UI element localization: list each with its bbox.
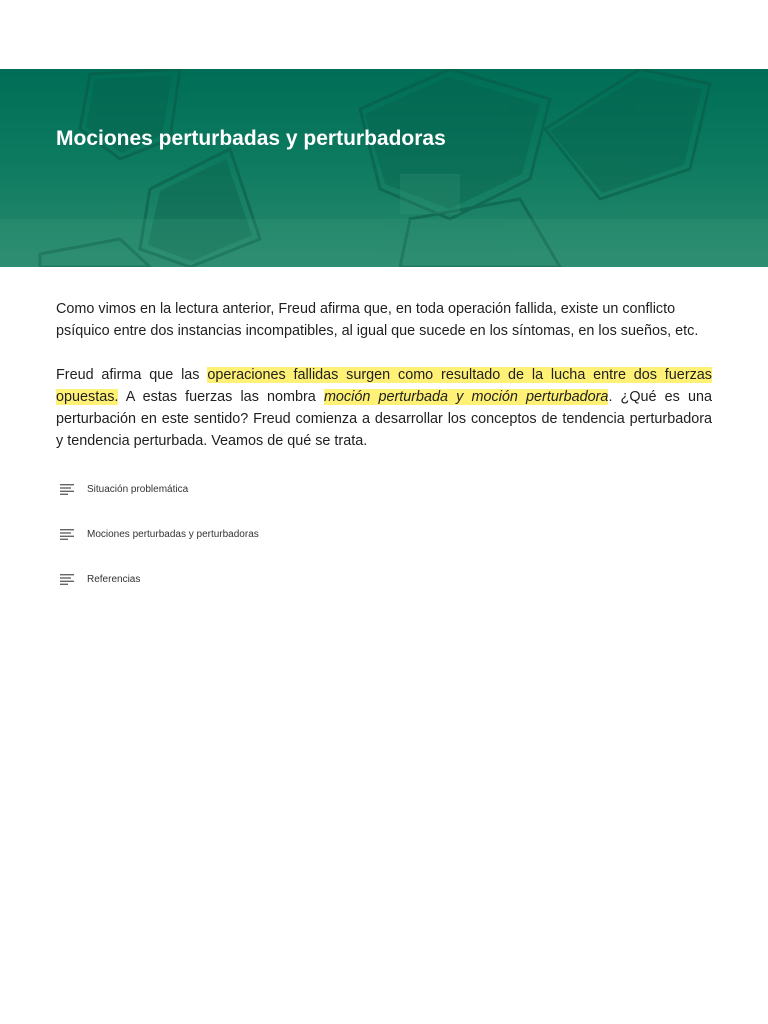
highlighted-term-mocion-perturbadora: moción perturbadora (471, 389, 609, 405)
text-lines-icon (60, 483, 74, 495)
paragraph-text: A estas fuerzas las nombra (118, 389, 324, 405)
header-banner (0, 69, 768, 267)
lesson-content (56, 298, 712, 474)
page-title: Mociones perturbadas y perturbadoras (56, 127, 446, 150)
highlighted-term-mocion-perturbada: moción perturbada (323, 389, 449, 405)
toc-item-situacion-problematica[interactable] (60, 478, 460, 500)
banner-background-image (0, 69, 768, 267)
toc-item-label: Situación problemática (87, 483, 189, 495)
paragraph-text: . ¿Qué es una perturbación en este sentido? Freud comienza a desarrollar los conceptos de tendencia perturbadora y tendencia perturbada. Veamos de qué se trata. (56, 389, 713, 449)
table-of-contents (60, 478, 460, 613)
text-lines-icon (60, 573, 74, 585)
intro-paragraph: Como vimos en la lectura anterior, Freud afirma que, en toda operación fallida, existe un conflicto psíquico entre dos instancias incompatibles, al igual que sucede en los síntomas, en los sueños, etc. (56, 301, 699, 339)
toc-item-label: Referencias (87, 573, 141, 585)
highlighted-connector: y (448, 389, 472, 405)
text-lines-icon (60, 528, 74, 540)
toc-item-referencias[interactable] (60, 568, 460, 590)
highlighted-text: operaciones fallidas surgen como resultado de la lucha entre dos fuerzas opuestas. (56, 367, 713, 405)
paragraph-text: Freud afirma que las (56, 367, 208, 383)
toc-item-label: Mociones perturbadas y perturbadoras (87, 528, 259, 540)
definition-paragraph (56, 364, 712, 452)
toc-item-mociones[interactable] (60, 523, 460, 545)
